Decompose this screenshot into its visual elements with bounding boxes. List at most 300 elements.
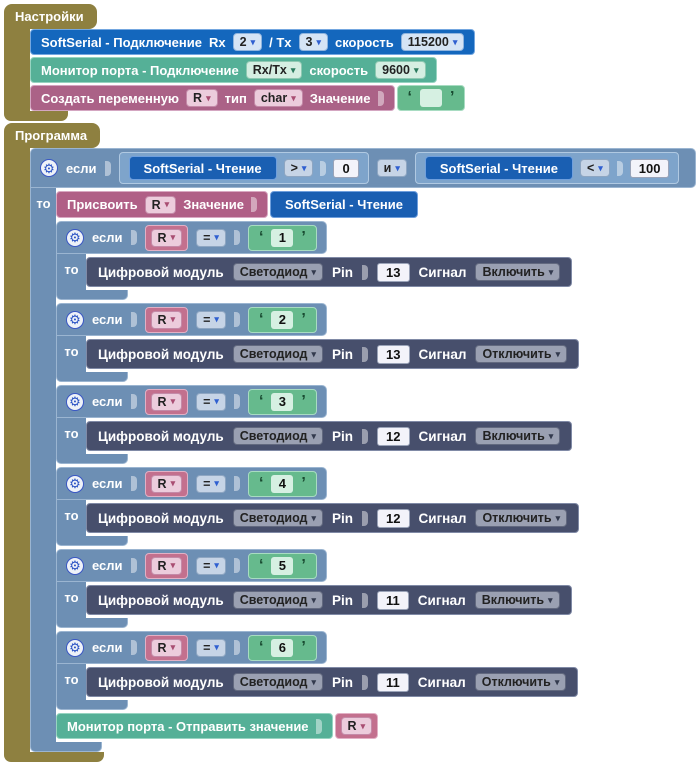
variable-name-dropdown[interactable] <box>186 89 218 107</box>
puzzle-notch <box>234 230 240 245</box>
send-row <box>56 713 378 739</box>
puzzle-notch <box>131 394 137 409</box>
variable-value: R <box>347 719 357 733</box>
dropdown-arrow-icon: ▾ <box>170 314 176 324</box>
if-keyword: если <box>92 558 123 573</box>
char-literal-block[interactable] <box>248 471 317 497</box>
signal-value: Включить <box>482 429 545 443</box>
gear-icon[interactable] <box>66 639 84 657</box>
settings-group <box>4 4 700 121</box>
pin-value-field[interactable]: 11 <box>377 591 409 610</box>
equals-value: = <box>203 394 211 409</box>
puzzle-notch <box>362 675 368 690</box>
case-statements <box>86 582 572 618</box>
case-if-foot <box>56 290 128 300</box>
case-statements <box>86 500 579 536</box>
monitor-speed-dropdown[interactable] <box>375 61 425 79</box>
dropdown-arrow-icon: ▾ <box>548 430 554 441</box>
signal-dropdown[interactable] <box>475 427 560 445</box>
softserial-read-block[interactable]: SoftSerial - Чтение <box>129 156 277 180</box>
case-if-body <box>56 664 579 700</box>
pin-label: Pin <box>332 264 354 280</box>
signal-value: Отключить <box>482 511 552 525</box>
case-if-block[interactable] <box>56 467 579 546</box>
comparison-op-dropdown[interactable] <box>284 159 314 177</box>
variable-value: R <box>157 230 167 245</box>
dropdown-arrow-icon: ▾ <box>301 162 307 173</box>
gear-glyph: ⚙ <box>69 476 81 491</box>
softserial-read-block[interactable]: SoftSerial - Чтение <box>425 156 573 180</box>
quote-open: ‘ <box>258 638 264 656</box>
char-value-field[interactable]: 1 <box>271 229 293 247</box>
char-value-field[interactable]: 3 <box>271 393 293 411</box>
dropdown-arrow-icon: ▾ <box>316 36 321 47</box>
settings-group-foot <box>4 111 68 121</box>
puzzle-notch <box>617 161 623 176</box>
outer-then-spine <box>30 188 56 742</box>
variable-value: R <box>157 558 167 573</box>
equals-dropdown[interactable] <box>196 639 226 657</box>
case-statements <box>86 418 572 454</box>
puzzle-notch <box>234 640 240 655</box>
signal-value: Включить <box>482 265 545 279</box>
dropdown-arrow-icon: ▾ <box>291 92 296 103</box>
case-statements <box>86 664 578 700</box>
equals-dropdown[interactable] <box>196 475 226 493</box>
case-then-spine <box>56 500 86 536</box>
dropdown-arrow-icon: ▾ <box>548 266 554 277</box>
quote-close: ’ <box>301 474 306 492</box>
monitor-connect-label: Монитор порта - Подключение <box>41 62 239 78</box>
module-type-value: Светодиод <box>239 675 308 689</box>
quote-close: ’ <box>301 310 306 328</box>
case-then-spine <box>56 582 86 618</box>
case-if-block[interactable] <box>56 631 579 710</box>
case-if-foot <box>56 618 128 628</box>
module-type-value: Светодиод <box>239 429 308 443</box>
dropdown-arrow-icon: ▾ <box>413 64 419 75</box>
gear-icon[interactable] <box>66 557 84 575</box>
equals-dropdown[interactable] <box>196 229 226 247</box>
settings-body <box>4 29 700 111</box>
case-if-header <box>56 467 327 500</box>
module-type-dropdown[interactable] <box>233 673 323 691</box>
variable-value: R <box>157 394 167 409</box>
quote-close: ’ <box>301 228 306 246</box>
char-value-field[interactable]: 2 <box>271 311 293 329</box>
then-keyword: то <box>64 590 79 605</box>
gear-glyph: ⚙ <box>69 312 81 327</box>
dropdown-arrow-icon: ▾ <box>214 314 219 324</box>
variable-type-value: char <box>260 91 288 105</box>
assign-block[interactable] <box>56 191 268 218</box>
module-type-dropdown[interactable] <box>233 263 323 281</box>
puzzle-notch <box>234 312 240 327</box>
variable-getter-block[interactable] <box>145 389 189 415</box>
if-keyword: если <box>92 394 123 409</box>
pin-value-field[interactable]: 12 <box>377 509 409 528</box>
char-value-field[interactable]: 5 <box>271 557 293 575</box>
dropdown-arrow-icon: ▾ <box>555 512 561 523</box>
then-keyword: то <box>64 672 79 687</box>
if-keyword: если <box>92 476 123 491</box>
create-variable-block[interactable] <box>30 85 395 111</box>
comparison-left-value-field[interactable]: 0 <box>333 159 358 178</box>
signal-label: Сигнал <box>418 510 467 526</box>
pin-label: Pin <box>332 346 354 362</box>
variable-getter-block[interactable] <box>145 635 189 661</box>
variable-name-value: R <box>193 91 203 105</box>
pin-label: Pin <box>332 674 354 690</box>
monitor-send-label: Монитор порта - Отправить значение <box>67 718 309 734</box>
case-if-body <box>56 582 579 618</box>
digital-module-label: Цифровой модуль <box>98 510 224 526</box>
pin-label: Pin <box>332 510 354 526</box>
program-header[interactable]: Программа <box>4 123 100 148</box>
softserial-speed-label: скорость <box>334 34 394 50</box>
variable-dropdown[interactable] <box>151 639 183 657</box>
if-keyword: если <box>92 230 123 245</box>
dropdown-arrow-icon: ▾ <box>214 232 219 242</box>
tx-dropdown[interactable] <box>299 33 328 51</box>
dropdown-arrow-icon: ▾ <box>452 36 458 47</box>
tx-label: / Tx <box>269 34 292 50</box>
variable-getter-block[interactable] <box>145 553 189 579</box>
module-type-value: Светодиод <box>239 265 308 279</box>
settings-spine <box>4 29 30 111</box>
variable-dropdown[interactable] <box>151 393 183 411</box>
dropdown-arrow-icon: ▾ <box>311 594 317 605</box>
equals-dropdown[interactable] <box>196 393 226 411</box>
dropdown-arrow-icon: ▾ <box>170 396 176 406</box>
case-if-block[interactable] <box>56 221 579 300</box>
case-if-foot <box>56 372 128 382</box>
case-if-foot <box>56 700 128 710</box>
monitor-port-dropdown[interactable] <box>246 61 303 79</box>
comparison-op-dropdown[interactable] <box>580 159 610 177</box>
variable-dropdown[interactable] <box>151 475 183 493</box>
variable-dropdown[interactable] <box>341 717 373 735</box>
char-literal-block[interactable] <box>248 553 317 579</box>
gear-icon[interactable] <box>66 229 84 247</box>
case-if-header <box>56 385 327 418</box>
assign-row <box>56 191 418 218</box>
char-value-field[interactable]: 4 <box>271 475 293 493</box>
case-if-header <box>56 221 327 254</box>
variable-getter-block[interactable] <box>145 471 189 497</box>
case-if-header <box>56 631 327 664</box>
then-keyword: то <box>64 262 79 277</box>
case-if-block[interactable] <box>56 385 579 464</box>
logic-op-dropdown[interactable] <box>377 159 407 177</box>
signal-value: Включить <box>481 593 545 607</box>
assign-value-label: Значение <box>183 197 244 212</box>
assign-var-dropdown[interactable] <box>145 196 177 214</box>
equals-value: = <box>203 558 211 573</box>
char-literal-block[interactable] <box>248 307 317 333</box>
variable-dropdown[interactable] <box>151 557 183 575</box>
softserial-read-block[interactable]: SoftSerial - Чтение <box>270 191 418 218</box>
dropdown-arrow-icon: ▾ <box>311 348 317 359</box>
module-type-dropdown[interactable] <box>233 591 323 609</box>
pin-label: Pin <box>332 428 354 444</box>
signal-dropdown[interactable] <box>475 673 567 691</box>
dropdown-arrow-icon: ▾ <box>598 162 603 173</box>
digital-module-label: Цифровой модуль <box>98 346 224 362</box>
puzzle-notch <box>105 161 111 176</box>
case-if-foot <box>56 536 128 546</box>
then-keyword: то <box>64 508 79 523</box>
if-keyword: если <box>92 640 123 655</box>
pin-value-field[interactable]: 12 <box>377 427 409 446</box>
softserial-speed-dropdown[interactable] <box>401 33 465 51</box>
dropdown-arrow-icon: ▾ <box>214 560 219 570</box>
pin-value-field[interactable]: 11 <box>377 673 409 692</box>
case-statements <box>86 336 579 372</box>
gear-glyph: ⚙ <box>69 394 81 409</box>
signal-dropdown[interactable] <box>475 345 567 363</box>
equals-dropdown[interactable] <box>196 311 226 329</box>
puzzle-notch <box>251 197 257 212</box>
gear-glyph: ⚙ <box>43 160 55 176</box>
dropdown-arrow-icon: ▾ <box>360 720 366 731</box>
puzzle-notch <box>131 230 137 245</box>
monitor-port-value: Rx/Tx <box>252 63 287 77</box>
tx-value: 3 <box>305 35 313 49</box>
dropdown-arrow-icon: ▾ <box>311 676 317 687</box>
case-then-spine <box>56 336 86 372</box>
program-body <box>4 148 700 752</box>
signal-value: Отключить <box>481 675 551 689</box>
dropdown-arrow-icon: ▾ <box>170 478 176 488</box>
dropdown-arrow-icon: ▾ <box>170 560 176 570</box>
monitor-speed-label: скорость <box>309 62 369 78</box>
variable-dropdown[interactable] <box>151 311 183 329</box>
puzzle-notch <box>316 719 322 734</box>
quote-open: ‘ <box>407 89 412 106</box>
signal-label: Сигнал <box>418 428 467 444</box>
puzzle-notch <box>131 476 137 491</box>
comparison-right-block[interactable] <box>415 152 680 184</box>
char-literal-block[interactable] <box>397 85 466 111</box>
char-literal-block[interactable] <box>248 635 317 661</box>
pin-value-field[interactable]: 13 <box>377 345 409 364</box>
softserial-connect-label: SoftSerial - Подключение <box>41 34 202 50</box>
puzzle-notch <box>362 429 368 444</box>
signal-value: Отключить <box>482 347 552 361</box>
dropdown-arrow-icon: ▾ <box>290 64 296 75</box>
case-then-spine <box>56 254 86 290</box>
dropdown-arrow-icon: ▾ <box>214 642 219 652</box>
case-then-spine <box>56 664 86 700</box>
if-keyword: если <box>66 160 97 176</box>
comparison-left-block[interactable] <box>119 152 369 184</box>
program-group-foot <box>4 752 104 762</box>
rx-value: 2 <box>239 35 247 49</box>
puzzle-notch <box>320 161 326 176</box>
variable-value: R <box>157 640 167 655</box>
equals-value: = <box>203 230 211 245</box>
puzzle-notch <box>234 394 240 409</box>
case-if-block[interactable] <box>56 303 579 382</box>
variable-type-label: тип <box>224 90 247 106</box>
outer-if-statements <box>56 188 579 742</box>
monitor-speed-value: 9600 <box>382 63 410 77</box>
signal-label: Сигнал <box>417 592 466 608</box>
softserial-connect-block[interactable] <box>30 29 475 55</box>
gear-icon[interactable] <box>66 393 84 411</box>
digital-module-label: Цифровой модуль <box>98 264 224 280</box>
gear-icon[interactable] <box>66 311 84 329</box>
puzzle-notch <box>362 265 368 280</box>
dropdown-arrow-icon: ▾ <box>164 199 170 209</box>
variable-dropdown[interactable] <box>151 229 183 247</box>
case-if-body <box>56 336 579 372</box>
equals-value: = <box>203 476 211 491</box>
create-variable-row <box>30 85 465 111</box>
puzzle-notch <box>131 558 137 573</box>
puzzle-notch <box>131 312 137 327</box>
variable-value-label: Значение <box>309 90 371 106</box>
gear-glyph: ⚙ <box>69 230 81 245</box>
then-keyword: то <box>64 426 79 441</box>
if-keyword: если <box>92 312 123 327</box>
rx-dropdown[interactable] <box>233 33 262 51</box>
case-if-body <box>56 500 579 536</box>
case-if-block[interactable] <box>56 549 579 628</box>
dropdown-arrow-icon: ▾ <box>170 642 176 652</box>
digital-module-block[interactable] <box>86 585 572 615</box>
module-type-dropdown[interactable] <box>233 427 323 445</box>
signal-dropdown[interactable] <box>475 509 567 527</box>
digital-module-label: Цифровой модуль <box>98 592 224 608</box>
monitor-send-block[interactable] <box>56 713 333 739</box>
outer-if-foot <box>30 742 102 752</box>
comparison-op-value: > <box>290 161 298 175</box>
dropdown-arrow-icon: ▾ <box>311 266 317 277</box>
variable-value: R <box>157 476 167 491</box>
dropdown-arrow-icon: ▾ <box>395 162 400 173</box>
digital-module-label: Цифровой модуль <box>98 674 224 690</box>
char-value-field[interactable]: 6 <box>271 639 293 657</box>
outer-if-body <box>30 188 696 742</box>
settings-rows <box>30 29 475 111</box>
case-if-header <box>56 549 327 582</box>
dropdown-arrow-icon: ▾ <box>548 594 553 605</box>
variable-getter-block[interactable] <box>335 713 379 739</box>
dropdown-arrow-icon: ▾ <box>250 36 256 47</box>
quote-open: ‘ <box>258 474 264 492</box>
char-literal-block[interactable] <box>248 389 317 415</box>
quote-close: ’ <box>301 556 306 574</box>
puzzle-notch <box>378 91 384 106</box>
outer-if-header <box>30 148 696 188</box>
puzzle-notch <box>234 558 240 573</box>
gear-glyph: ⚙ <box>69 640 81 655</box>
puzzle-notch <box>362 511 368 526</box>
quote-close: ’ <box>301 638 306 656</box>
assign-var-value: R <box>151 197 161 212</box>
char-literal-block[interactable] <box>248 225 317 251</box>
assign-label: Присвоить <box>67 197 138 212</box>
comparison-op-value: < <box>586 161 595 175</box>
gear-glyph: ⚙ <box>69 558 81 573</box>
module-type-dropdown[interactable] <box>233 345 323 363</box>
dropdown-arrow-icon: ▾ <box>206 92 211 103</box>
pin-value-field[interactable]: 13 <box>377 263 409 282</box>
char-value-field[interactable] <box>420 89 442 107</box>
quote-close: ’ <box>449 89 455 106</box>
signal-dropdown[interactable] <box>475 263 560 281</box>
equals-value: = <box>203 312 211 327</box>
module-type-dropdown[interactable] <box>233 509 323 527</box>
gear-icon[interactable] <box>40 159 58 177</box>
pin-label: Pin <box>332 592 354 608</box>
softserial-speed-value: 115200 <box>407 35 449 49</box>
signal-label: Сигнал <box>418 346 467 362</box>
program-group <box>4 123 700 762</box>
digital-module-block[interactable] <box>86 257 572 287</box>
signal-label: Сигнал <box>417 674 466 690</box>
digital-module-block[interactable] <box>86 667 578 697</box>
puzzle-notch <box>362 593 368 608</box>
variable-getter-block[interactable] <box>145 225 189 251</box>
logic-op-value: и <box>383 161 392 175</box>
comparison-right-value-field[interactable]: 100 <box>630 159 670 178</box>
dropdown-arrow-icon: ▾ <box>554 676 560 687</box>
dropdown-arrow-icon: ▾ <box>214 396 219 406</box>
monitor-connect-block[interactable] <box>30 57 437 83</box>
case-if-foot <box>56 454 128 464</box>
dropdown-arrow-icon: ▾ <box>170 232 176 242</box>
dropdown-arrow-icon: ▾ <box>311 512 317 523</box>
variable-type-dropdown[interactable] <box>254 89 303 107</box>
digital-module-label: Цифровой модуль <box>98 428 224 444</box>
digital-module-block[interactable] <box>86 421 572 451</box>
digital-module-block[interactable] <box>86 339 579 369</box>
rx-label: Rx <box>208 34 226 50</box>
case-if-header <box>56 303 327 336</box>
dropdown-arrow-icon: ▾ <box>214 478 219 488</box>
puzzle-notch <box>362 347 368 362</box>
then-keyword: то <box>36 196 51 211</box>
equals-value: = <box>203 640 211 655</box>
module-type-value: Светодиод <box>239 593 308 607</box>
create-variable-label: Создать переменную <box>41 90 180 106</box>
dropdown-arrow-icon: ▾ <box>555 348 561 359</box>
case-statements <box>86 254 572 290</box>
then-keyword: то <box>64 344 79 359</box>
module-type-value: Светодиод <box>239 347 308 361</box>
signal-dropdown[interactable] <box>475 591 560 609</box>
variable-value: R <box>157 312 167 327</box>
puzzle-notch <box>234 476 240 491</box>
quote-open: ‘ <box>258 556 264 574</box>
signal-label: Сигнал <box>418 264 467 280</box>
digital-module-block[interactable] <box>86 503 579 533</box>
settings-header[interactable]: Настройки <box>4 4 97 29</box>
gear-icon[interactable] <box>66 475 84 493</box>
variable-getter-block[interactable] <box>145 307 189 333</box>
quote-open: ‘ <box>258 392 264 410</box>
case-if-body <box>56 418 579 454</box>
case-if-body <box>56 254 579 290</box>
quote-open: ‘ <box>258 310 264 328</box>
module-type-value: Светодиод <box>239 511 308 525</box>
equals-dropdown[interactable] <box>196 557 226 575</box>
quote-open: ‘ <box>258 228 264 246</box>
outer-if-block[interactable] <box>30 148 696 752</box>
